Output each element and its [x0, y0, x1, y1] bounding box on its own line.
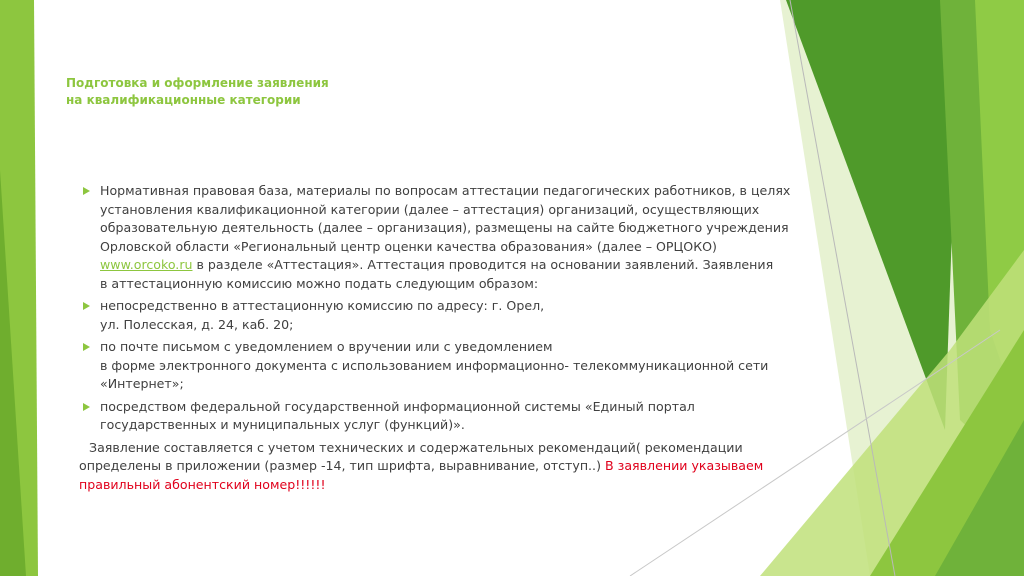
bullet-text-line: государственных и муниципальных услуг (функций)».: [100, 417, 465, 432]
bullet-item: [79, 398, 869, 435]
orcoko-link[interactable]: www.orcoko.ru: [100, 257, 193, 272]
bullet-text-line: непосредственно в аттестационную комиссию по адресу: г. Орел,: [100, 298, 545, 313]
bullet-text-line: [100, 256, 869, 275]
bullet-arrow-icon: [83, 302, 90, 310]
bullet-item: [79, 182, 869, 293]
slide-title: [66, 75, 666, 109]
closing-paragraph: [79, 439, 869, 495]
bullet-arrow-icon: [83, 187, 90, 195]
bullet-item: [79, 297, 869, 334]
bullet-text-line: по почте письмом с уведомлением о вручении или с уведомлением: [100, 339, 553, 354]
slide-body: [79, 182, 869, 494]
paragraph-line: Заявление составляется с учетом технических и содержательных рекомендаций( рекомендации: [89, 439, 743, 455]
highlight-text: В заявлении указываем: [604, 458, 764, 473]
bullet-arrow-icon: [83, 403, 90, 411]
title-line: на квалификационные категории: [66, 93, 301, 107]
bullet-text-line: установления квалификационной категории (далее – аттестация) организаций, осуществляющих: [100, 201, 760, 217]
title-line: Подготовка и оформление заявления: [66, 76, 329, 90]
bullet-text-line: образовательную деятельность (далее – организация), размещены на сайте бюджетного учреждения: [100, 220, 789, 235]
bullet-item: [79, 338, 869, 394]
bullet-text-line: ул. Полесская, д. 24, каб. 20;: [100, 316, 294, 332]
bullet-arrow-icon: [83, 343, 90, 351]
bullet-text-line: Нормативная правовая база, материалы по вопросам аттестации педагогических работников, в целях: [100, 183, 791, 198]
paragraph-plain-text: определены в приложении (размер -14, тип шрифта, выравнивание, отступ..): [79, 458, 605, 473]
bullet-text-line: Орловской области «Региональный центр оценки качества образования» (далее – ОРЦОКО): [100, 238, 717, 254]
highlight-text: правильный абонентский номер!!!!!!: [79, 476, 326, 492]
bullet-text-line: «Интернет»;: [100, 376, 184, 391]
bullet-text-line: посредством федеральной государственной информационной системы «Единый портал: [100, 398, 695, 414]
link-trailing-text: в разделе «Аттестация». Аттестация проводится на основании заявлений. Заявления: [192, 257, 774, 272]
bullet-text-line: в аттестационную комиссию можно подать следующим образом:: [100, 275, 539, 291]
bullet-text-line: в форме электронного документа с использованием информационно- телекоммуникационной сети: [100, 357, 769, 373]
paragraph-line: [79, 457, 869, 476]
